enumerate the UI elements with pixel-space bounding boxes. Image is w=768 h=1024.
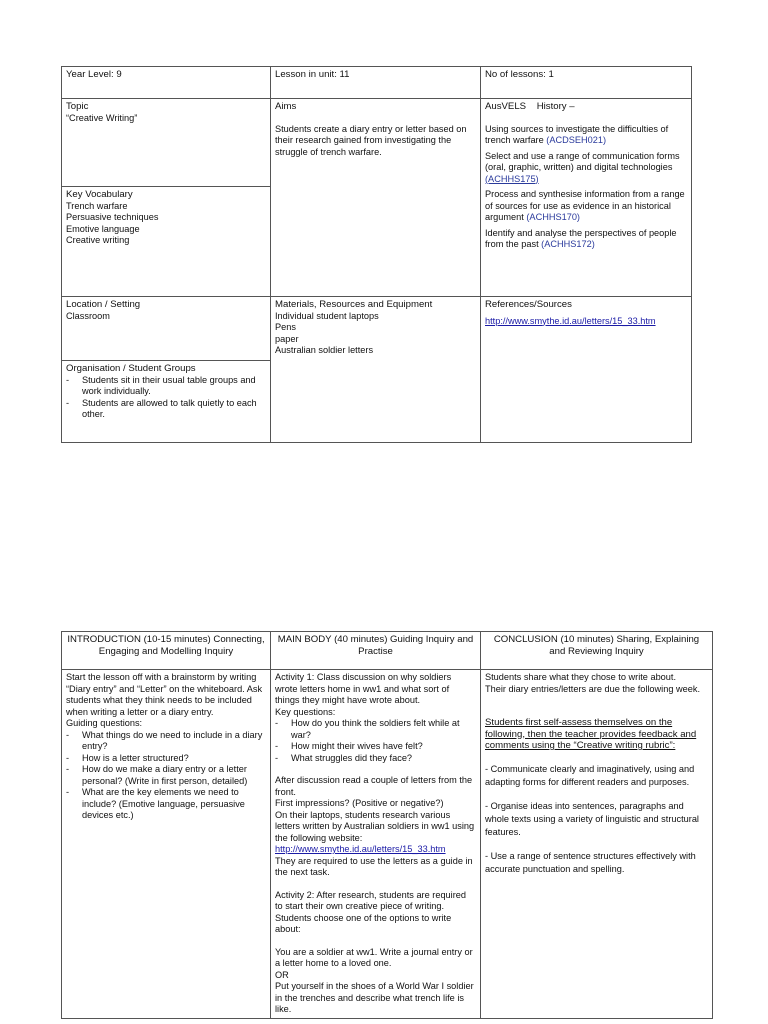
materials-item: paper — [275, 333, 299, 344]
guiding-questions-label: Guiding questions: — [66, 718, 143, 728]
curriculum-code-link[interactable]: (ACHHS175) — [485, 173, 539, 184]
lesson-in-unit: Lesson in unit: 11 — [275, 69, 350, 80]
ausvels-item: Process and synthesise information from a range of sources for use as evidence in an historical argument (ACHHS170) — [485, 189, 685, 222]
ausvels-item: Select and use a range of communication forms (oral, graphic, written) and digital technologies (ACHHS175) — [485, 150, 680, 184]
materials-item: Australian soldier letters — [275, 345, 374, 355]
conclusion-header-cell — [481, 632, 713, 670]
vocab-cell — [62, 187, 271, 297]
rubric-item: - Organise ideas into sentences, paragraphs and whole texts using a variety of linguistic and structural features. — [485, 800, 699, 837]
conclusion-header: CONCLUSION (10 minutes) Sharing, Explaining and Reviewing Inquiry — [493, 634, 700, 657]
main-header-cell — [271, 632, 481, 670]
list-item: - How is a letter structured? — [66, 753, 266, 765]
references-cell — [481, 297, 692, 443]
aims-text: Students create a diary entry or letter based on their research gained from investigating the struggle of trench warfare. — [275, 123, 467, 157]
website-link[interactable]: http://www.smythe.id.au/letters/15_33.htm — [275, 844, 446, 854]
vocab-label: Key Vocabulary — [66, 189, 133, 200]
option-2: Put yourself in the shoes of a World War I soldier in the trenches and describe what trench life is like. — [275, 981, 474, 1014]
no-lessons-cell — [481, 67, 692, 99]
intro-paragraph: Start the lesson off with a brainstorm by writing “Diary entry” and “Letter” on the whiteboard. Ask students what they think needs to be included when writing a letter or a diary entry. — [66, 672, 263, 717]
materials-cell — [271, 297, 481, 443]
materials-item: Individual student laptops — [275, 310, 379, 321]
conclusion-body-cell — [481, 670, 713, 1019]
list-item: - What struggles did they face? — [275, 753, 476, 765]
aims-label: Aims — [275, 101, 297, 112]
self-assess-text: Students first self-assess themselves on the following, then the teacher provides feedback and comments using the “Creative writing rubric”: — [485, 717, 697, 751]
vocab-item: Creative writing — [66, 235, 130, 245]
organisation-list — [66, 375, 266, 421]
first-impressions: First impressions? (Positive or negative?) — [275, 798, 444, 808]
or-text: OR — [275, 969, 289, 980]
topic-value: “Creative Writing” — [66, 112, 138, 123]
option-1: You are a soldier at ww1. Write a journal entry or a letter home to a loved one. — [275, 946, 473, 968]
ausvels-item: Using sources to investigate the difficulties of trench warfare (ACDSEH021) — [485, 123, 669, 145]
after-discussion: After discussion read a couple of letters from the front. — [275, 775, 473, 797]
guiding-questions-list — [66, 730, 266, 822]
topic-label: Topic — [66, 101, 89, 112]
required-note: They are required to use the letters as a guide in the next task. — [275, 855, 473, 877]
topic-cell — [62, 99, 271, 187]
references-link[interactable]: http://www.smythe.id.au/letters/15_33.htm — [485, 315, 656, 326]
materials-label: Materials, Resources and Equipment — [275, 299, 433, 310]
curriculum-code: (ACHHS170) — [526, 212, 580, 222]
vocab-item: Trench warfare — [66, 200, 128, 211]
key-questions-label: Key questions: — [275, 706, 336, 717]
intro-body-cell — [62, 670, 271, 1019]
lesson-overview-table — [61, 66, 692, 443]
organisation-label: Organisation / Student Groups — [66, 363, 196, 374]
lesson-sequence-table — [61, 631, 713, 1019]
vocab-item: Emotive language — [66, 223, 140, 234]
list-item: - How do we make a diary entry or a letter personal? (Write in first person, detailed) — [66, 764, 266, 787]
rubric-item: - Use a range of sentence structures effectively with accurate punctuation and spelling. — [485, 850, 696, 874]
location-cell — [62, 297, 271, 361]
no-of-lessons: No of lessons: 1 — [485, 69, 554, 80]
list-item: - How might their wives have felt? — [275, 741, 476, 753]
organisation-cell — [62, 361, 271, 443]
ausvels-item: Identify and analyse the perspectives of people from the past (ACHHS172) — [485, 227, 677, 249]
main-body-cell — [271, 670, 481, 1019]
curriculum-code: (ACDSEH021) — [546, 135, 607, 145]
laptop-research: On their laptops, students research various letters written by Australian soldiers in ww1 using the following website: — [275, 809, 475, 843]
aims-cell — [271, 99, 481, 297]
rubric-item: - Communicate clearly and imaginatively, using and adapting forms for different readers and purposes. — [485, 763, 695, 787]
vocab-item: Persuasive techniques — [66, 212, 159, 222]
key-questions-list — [275, 718, 476, 764]
references-label: References/Sources — [485, 299, 572, 310]
list-item: - Students sit in their usual table groups and work individually. — [66, 375, 266, 398]
due-text: Their diary entries/letters are due the following week. — [485, 683, 700, 694]
year-level-cell — [62, 67, 271, 99]
activity-1: Activity 1: Class discussion on why soldiers wrote letters home in ww1 and what sort of things they might have wrote about. — [275, 672, 452, 705]
main-header: MAIN BODY (40 minutes) Guiding Inquiry and Practise — [277, 634, 474, 657]
lesson-in-unit-cell — [271, 67, 481, 99]
materials-item: Pens — [275, 322, 296, 332]
list-item: - How do you think the soldiers felt while at war? — [275, 718, 476, 741]
location-label: Location / Setting — [66, 299, 141, 310]
activity-2: Activity 2: After research, students are required to start their own creative piece of writing. Students choose one of the options to write about: — [275, 889, 466, 934]
ausvels-cell — [481, 99, 692, 297]
location-value: Classroom — [66, 310, 110, 321]
curriculum-code: (ACHHS172) — [541, 239, 595, 249]
intro-header: INTRODUCTION (10-15 minutes) Connecting, Engaging and Modelling Inquiry — [67, 634, 265, 657]
list-item: - What things do we need to include in a diary entry? — [66, 730, 266, 753]
intro-header-cell — [62, 632, 271, 670]
ausvels-label: AusVELS History – — [485, 101, 575, 112]
list-item: - What are the key elements we need to include? (Emotive language, persuasive devices etc.) — [66, 787, 266, 822]
list-item: - Students are allowed to talk quietly to each other. — [66, 398, 266, 421]
share-text: Students share what they chose to write about. — [485, 672, 677, 682]
year-level: Year Level: 9 — [66, 69, 122, 80]
